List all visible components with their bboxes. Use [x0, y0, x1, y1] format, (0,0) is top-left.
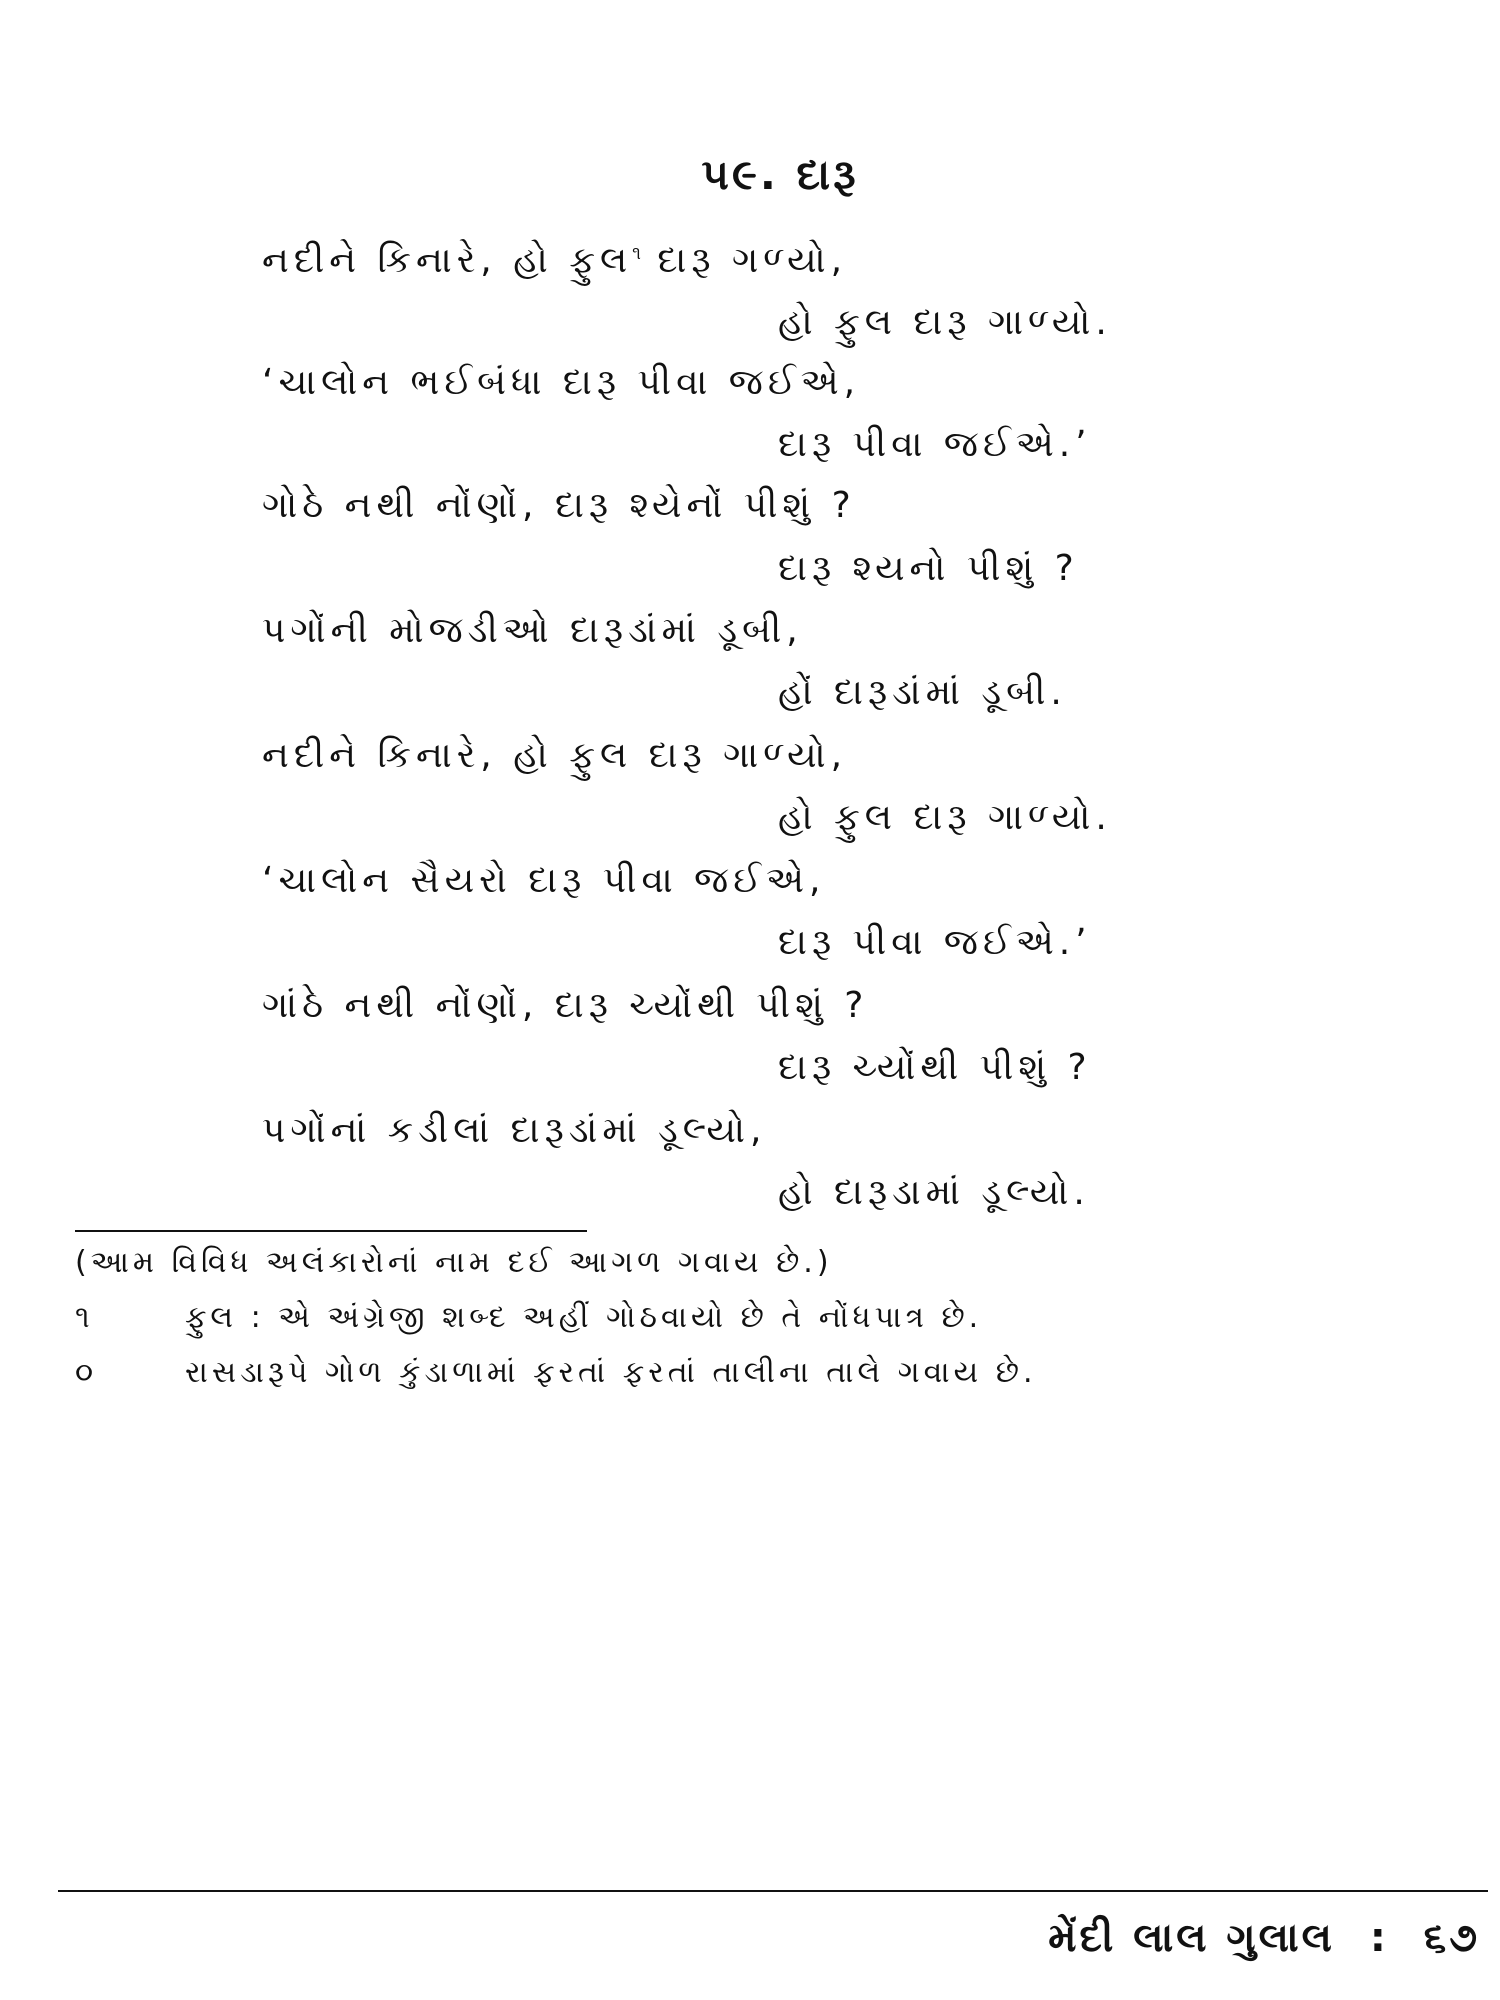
poem-refrain-line: દારૂ શ્યનો પીશું ?: [778, 548, 1079, 589]
poem-title: ૫૯. દારૂ: [701, 150, 859, 199]
footnote-number: ૦: [75, 1355, 94, 1390]
poem-line: પગોંનાં કડીલાં દારૂડાંમાં ડૂલ્યો,: [262, 1110, 767, 1151]
poem-refrain-line: દારૂ પીવા જઈએ.’: [778, 424, 1092, 465]
poem-refrain-line: હો દારૂડામાં ડૂલ્યો.: [778, 1172, 1090, 1213]
poem-line: ગોઠે નથી નોંણોં, દારૂ શ્યેનોં પીશું ?: [262, 485, 856, 526]
poem-refrain-line: હો ફુલ દારૂ ગાળ્યો.: [778, 797, 1112, 838]
footnote-text: રાસડારૂપે ગોળ કુંડાળામાં ફરતાં ફરતાં તાલીના તાલે ગવાય છે.: [185, 1355, 1037, 1390]
footer-separator: :: [1369, 1915, 1389, 1961]
page-footer: [1030, 1915, 1480, 1961]
footnote-text: ફુલ : એ અંગ્રેજી શબ્દ અહીં ગોઠવાયો છે તે નોંધપાત્ર છે.: [185, 1300, 983, 1335]
poem-line-text: નદીને કિનારે, હો ફુલ: [262, 240, 633, 281]
poem-line-text-continued: દારૂ ગળ્યો,: [640, 240, 848, 281]
poem-line: ગાંઠે નથી નોંણોં, દારૂ ચ્યોંથી પીશું ?: [262, 985, 869, 1026]
footnote-remark: (આમ વિવિધ અલંકારોનાં નામ દઈ આગળ ગવાય છે.): [75, 1245, 833, 1280]
footnote-number: ૧: [75, 1300, 90, 1335]
book-title: મેંદી લાલ ગુલાલ: [1048, 1915, 1335, 1961]
footnote-divider: [75, 1230, 587, 1232]
poem-line: ‘ચાલોન ભઈબંધા દારૂ પીવા જઈએ,: [262, 362, 861, 403]
poem-line: ‘ચાલોન સૈયરો દારૂ પીવા જઈએ,: [262, 860, 826, 901]
poem-refrain-line: દારૂ ચ્યોંથી પીશું ?: [778, 1047, 1092, 1088]
poem-refrain-line: હોં દારૂડાંમાં ડૂબી.: [778, 672, 1067, 713]
footer-divider: [58, 1890, 1488, 1892]
page-number: ૬૭: [1423, 1915, 1480, 1961]
poem-line: પગોંની મોજડીઓ દારૂડાંમાં ડૂબી,: [262, 610, 803, 651]
footnote-marker: ૧: [632, 243, 641, 264]
poem-line: [262, 240, 847, 282]
poem-line: નદીને કિનારે, હો ફુલ દારૂ ગાળ્યો,: [262, 735, 848, 776]
poem-refrain-line: દારૂ પીવા જઈએ.’: [778, 922, 1092, 963]
poem-refrain-line: હો ફુલ દારૂ ગાળ્યો.: [778, 302, 1112, 343]
